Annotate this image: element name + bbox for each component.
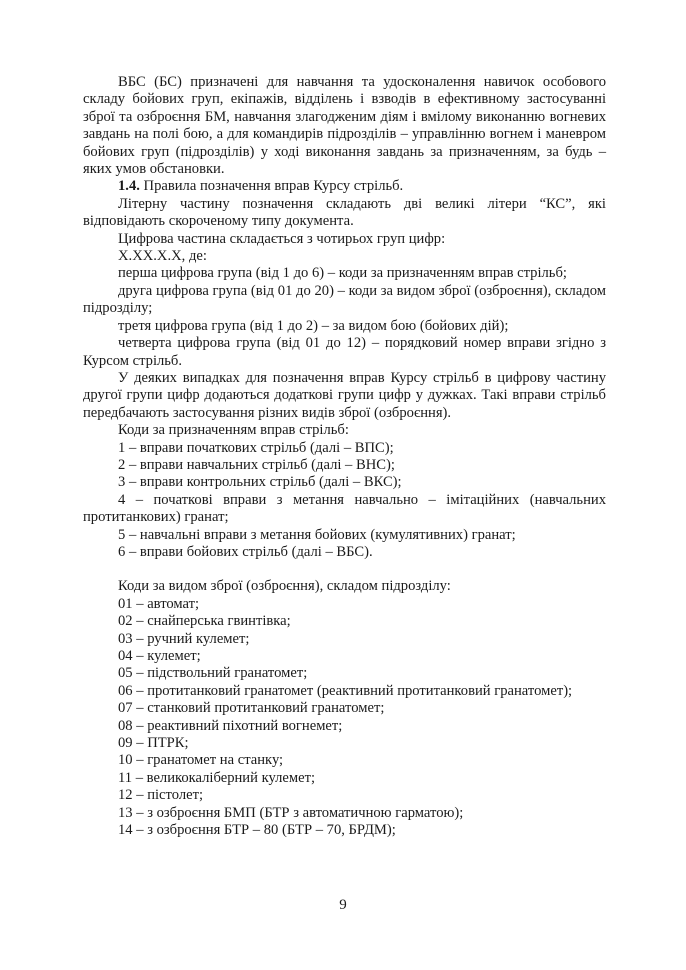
digit-part-paragraph: Цифрова частина складається з чотирьох груп цифр: <box>118 230 446 247</box>
purpose-code-item: 3 – вправи контрольних стрільб (далі – ВКС); <box>118 474 402 491</box>
special-cases-paragraph: У деяких випадках для позначення вправ Курсу стрільб в цифрову частину другої групи цифр додаються додаткові групи цифр у дужках. Такі вправи стрільб передбачають застосування різних видів зброї (озброєння). <box>83 369 606 421</box>
weapon-code-item: 13 – з озброєння БМП (БТР з автоматичною гарматою); <box>118 804 464 821</box>
weapon-code-item: 05 – підствольний гранатомет; <box>118 665 308 682</box>
weapon-code-item: 10 – гранатомет на станку; <box>118 752 284 769</box>
section-heading <box>83 178 606 195</box>
weapon-code-item: 07 – станковий протитанковий гранатомет; <box>118 700 385 717</box>
group-item: перша цифрова група (від 1 до 6) – коди за призначенням вправ стрільб; <box>118 265 567 282</box>
section-number: 1.4. <box>118 178 140 195</box>
weapon-code-item: 08 – реактивний піхотний вогнемет; <box>118 717 343 734</box>
page-body <box>83 74 606 839</box>
weapon-code-item: 11 – великокаліберний кулемет; <box>118 769 316 786</box>
format-line: X.XX.X.X, де: <box>118 248 207 265</box>
purpose-code-item: 4 – початкові вправи з метання навчально – імітаційних (навчальних протитанкових) гранат; <box>83 491 606 526</box>
purpose-code-item: 5 – навчальні вправи з метання бойових (кумулятивних) гранат; <box>118 526 516 543</box>
group-item: третя цифрова група (від 1 до 2) – за видом бою (бойових дій); <box>118 317 509 334</box>
page-number: 9 <box>339 897 347 913</box>
weapon-code-item: 14 – з озброєння БТР – 80 (БТР – 70, БРДМ); <box>118 822 396 839</box>
purpose-code-item: 1 – вправи початкових стрільб (далі – ВПС); <box>118 439 394 456</box>
letter-part-paragraph: Літерну частину позначення складають дві великі літери “КС”, які відповідають скороченому типу документа. <box>83 195 606 230</box>
purpose-codes-title: Коди за призначенням вправ стрільб: <box>118 422 349 439</box>
weapon-code-item: 03 – ручний кулемет; <box>118 630 250 647</box>
group-item: четверта цифрова група (від 01 до 12) – порядковий номер вправи згідно з Курсом стрільб. <box>83 335 606 369</box>
section-title: Правила позначення вправ Курсу стрільб. <box>139 178 404 195</box>
purpose-code-item: 2 – вправи навчальних стрільб (далі – ВНС); <box>118 456 395 473</box>
weapon-codes-title: Коди за видом зброї (озброєння), складом підрозділу: <box>118 578 451 595</box>
weapon-code-item: 01 – автомат; <box>118 595 200 612</box>
paragraph-gap <box>83 561 606 578</box>
weapon-code-item: 06 – протитанковий гранатомет (реактивний протитанковий гранатомет); <box>118 682 573 699</box>
weapon-code-item: 09 – ПТРК; <box>118 735 189 752</box>
weapon-code-item: 12 – пістолет; <box>118 787 204 804</box>
weapon-code-item: 02 – снайперська гвинтівка; <box>118 613 291 630</box>
purpose-code-item: 6 – вправи бойових стрільб (далі – ВБС). <box>118 543 373 560</box>
group-item: друга цифрова група (від 01 до 20) – коди за видом зброї (озброєння), складом підрозділу; <box>83 282 606 317</box>
weapon-code-item: 04 – кулемет; <box>118 648 201 664</box>
intro-paragraph: ВБС (БС) призначені для навчання та удосконалення навичок особового складу бойових груп, екіпажів, відділень і взводів в ефективному застосуванні зброї та озброєння БМ, навчання злагодженим діям і вмілому виконанню вогневих завдань на полі бою, а для командирів підрозділів – управлінню вогнем і маневром бойових груп (підрозділів) у ході виконання завдань за призначенням, за будь – яких умов обстановки. <box>83 74 606 178</box>
